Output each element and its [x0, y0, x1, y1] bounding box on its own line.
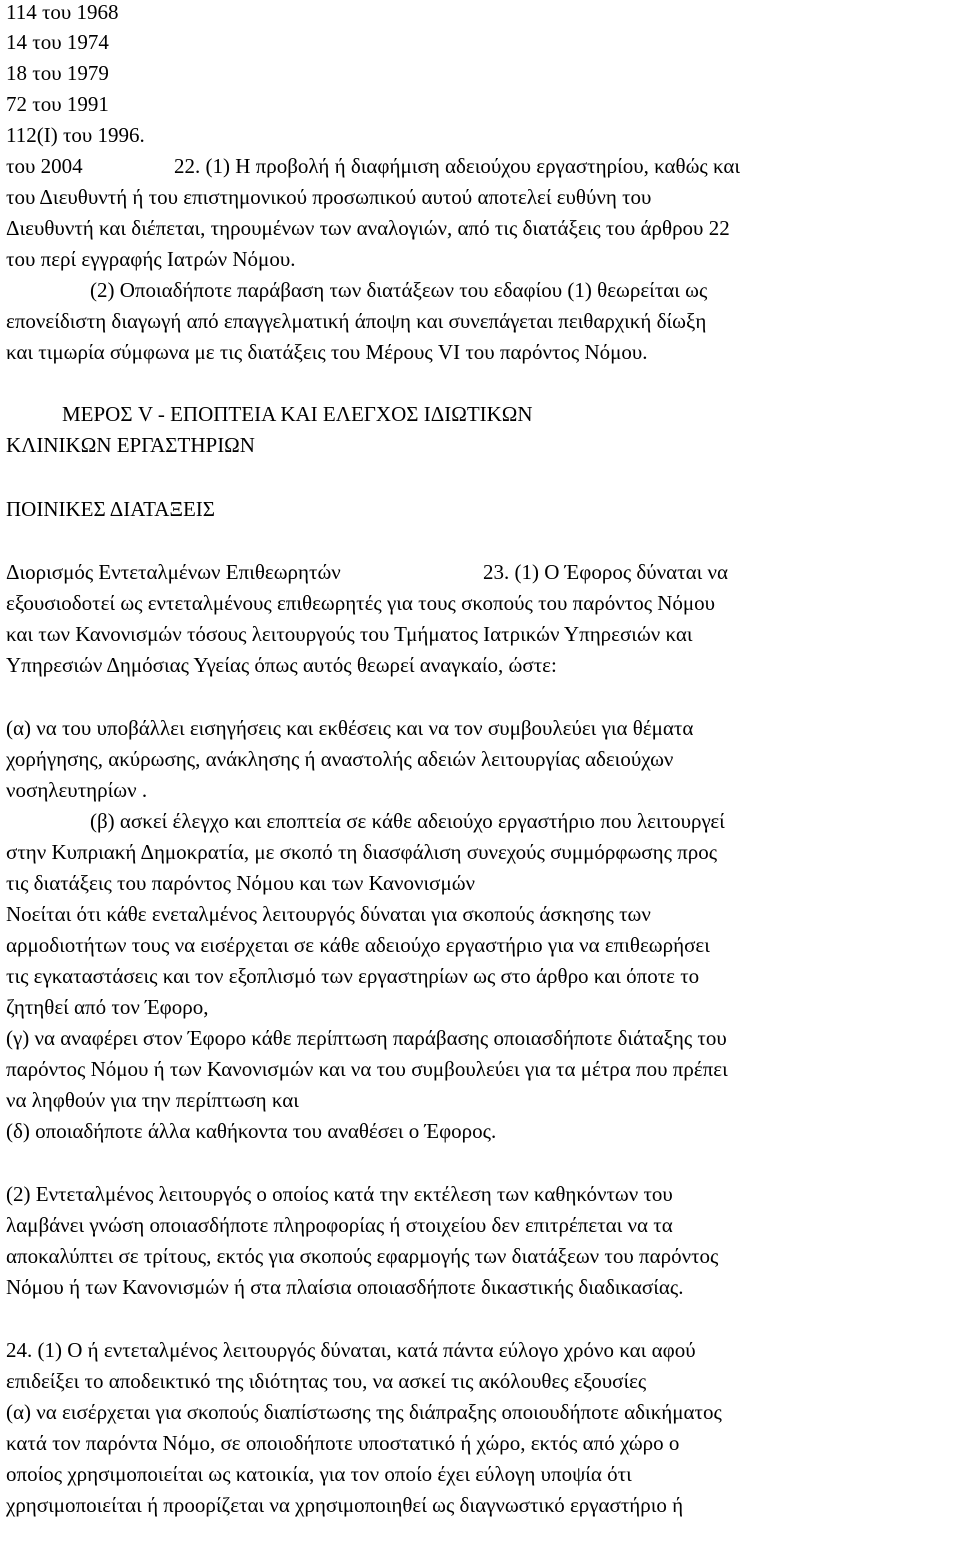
section-24-line-1: 24. (1) Ο ή εντεταλμένος λειτουργός δύναται, κατά πάντα εύλογο χρόνο και αφού — [6, 1338, 696, 1362]
section-22-line-3: Διευθυντή και διέπεται, τηρουμένων των αναλογιών, από τις διατάξεις του άρθρου 22 — [6, 216, 730, 240]
section-23-a-line-1: (α) να του υποβάλλει εισηγήσεις και εκθέσεις και να τον συμβουλεύει για θέματα — [6, 716, 694, 740]
section-22-p2-line-3: και τιμωρία σύμφωνα με τις διατάξεις του Μέρους VI του παρόντος Νόμου. — [6, 340, 648, 364]
section-23-c-line-3: να ληφθούν για την περίπτωση και — [6, 1088, 299, 1112]
section-23-line-1: 23. (1) Ο Έφορος δύναται να — [483, 560, 729, 584]
section-23-c-line-1: (γ) να αναφέρει στον Έφορο κάθε περίπτωση παράβασης οποιασδήποτε διάταξης του — [6, 1026, 727, 1050]
section-23-p2-line-2: λαμβάνει γνώση οποιασδήποτε πληροφορίας ή στοιχείου δεν επιτρέπεται να τα — [6, 1213, 673, 1237]
section-23-b-line-1: (β) ασκεί έλεγχο και εποπτεία σε κάθε αδειούχο εργαστήριο που λειτουργεί — [90, 809, 725, 833]
penal-heading: ΠΟΙΝΙΚΕΣ ΔΙΑΤΑΞΕΙΣ — [6, 497, 216, 521]
section-23-b-line-3: τις διατάξεις του παρόντος Νόμου και των Κανονισμών — [6, 871, 476, 895]
section-23-line-3: και των Κανονισμών τόσους λειτουργούς του Τμήματος Ιατρικών Υπηρεσιών και — [6, 622, 693, 646]
part-heading-line-2: ΚΛΙΝΙΚΩΝ ΕΡΓΑΣΤΗΡΙΩΝ — [6, 433, 255, 457]
section-22-line-4: του περί εγγραφής Ιατρών Νόμου. — [6, 247, 296, 271]
section-23-c-line-2: παρόντος Νόμου ή των Κανονισμών και να του συμβουλεύει για τα μέτρα που πρέπει — [6, 1057, 728, 1081]
section-23-proviso-line-2: αρμοδιοτήτων τους να εισέρχεται σε κάθε αδειούχο εργαστήριο για να επιθεωρήσει — [6, 933, 710, 957]
section-22-line-2: του Διευθυντή ή του επιστημονικού προσωπικού αυτού αποτελεί ευθύνη του — [6, 185, 652, 209]
margin-ref-2: 14 του 1974 — [6, 30, 109, 54]
section-22-line-1: 22. (1) Η προβολή ή διαφήμιση αδειούχου εργαστηρίου, καθώς και — [174, 154, 741, 178]
margin-ref-1: 114 του 1968 — [6, 0, 119, 24]
section-22-first-line — [6, 154, 741, 178]
margin-ref-5: 112(Ι) του 1996. — [6, 123, 145, 147]
section-22-p2-line-1: (2) Οποιαδήποτε παράβαση των διατάξεων του εδαφίου (1) θεωρείται ως — [90, 278, 708, 302]
section-24-a-line-4: χρησιμοποιείται ή προορίζεται να χρησιμοποιηθεί ως διαγνωστικό εργαστήριο ή — [6, 1493, 684, 1517]
section-23-proviso-line-1: Νοείται ότι κάθε ενεταλμένος λειτουργός δύναται για σκοπούς άσκησης των — [6, 902, 651, 926]
section-23-p2-line-3: αποκαλύπτει σε τρίτους, εκτός για σκοπούς εφαρμογής των διατάξεων του παρόντος — [6, 1244, 719, 1268]
section-23-proviso-line-4: ζητηθεί από τον Έφορο, — [6, 995, 209, 1019]
section-23-proviso-line-3: τις εγκαταστάσεις και τον εξοπλισμό των εργαστηρίων ως στο άρθρο και όποτε το — [6, 964, 700, 988]
section-24-a-line-2: κατά τον παρόντα Νόμο, σε οποιοδήποτε υποστατικό ή χώρο, εκτός από χώρο ο — [6, 1431, 680, 1455]
margin-ref-6: του 2004 — [6, 154, 83, 178]
section-23-b-line-2: στην Κυπριακή Δημοκρατία, με σκοπό τη διασφάλιση συνεχούς συμμόρφωσης προς — [6, 840, 718, 864]
margin-ref-4: 72 του 1991 — [6, 92, 109, 116]
section-23-line-2: εξουσιοδοτεί ως εντεταλμένους επιθεωρητές για τους σκοπούς του παρόντος Νόμου — [6, 591, 716, 615]
margin-ref-3: 18 του 1979 — [6, 61, 109, 85]
section-23-d-line-1: (δ) οποιαδήποτε άλλα καθήκοντα του αναθέσει ο Έφορος. — [6, 1119, 497, 1143]
section-24-a-line-3: οποίος χρησιμοποιείται ως κατοικία, για τον οποίο έχει εύλογη υποψία ότι — [6, 1462, 632, 1486]
section-23-a-line-3: νοσηλευτηρίων . — [6, 778, 148, 802]
part-heading-line-1: ΜΕΡΟΣ V - ΕΠΟΠΤΕΙΑ ΚΑΙ ΕΛΕΓΧΟΣ ΙΔΙΩΤΙΚΩΝ — [62, 402, 533, 426]
section-24-a-line-1: (α) να εισέρχεται για σκοπούς διαπίστωσης της διάπραξης οποιουδήποτε αδικήματος — [6, 1400, 722, 1424]
section-23-p2-line-4: Νόμου ή των Κανονισμών ή στα πλαίσια οποιασδήποτε δικαστικής διαδικασίας. — [6, 1275, 684, 1299]
section-22-p2-line-2: επονείδιστη διαγωγή από επαγγελματική άποψη και συνεπάγεται πειθαρχική δίωξη — [6, 309, 707, 333]
section-23-a-line-2: χορήγησης, ακύρωσης, ανάκλησης ή αναστολής αδειών λειτουργίας αδειούχων — [6, 747, 674, 771]
section-24-line-2: επιδείξει το αποδεικτικό της ιδιότητας του, να ασκεί τις ακόλουθες εξουσίες — [6, 1369, 647, 1393]
section-23-marginal-note: Διορισμός Εντεταλμένων Επιθεωρητών — [6, 560, 341, 584]
section-23-p2-line-1: (2) Εντεταλμένος λειτουργός ο οποίος κατά την εκτέλεση των καθηκόντων του — [6, 1182, 673, 1206]
section-23-line-4: Υπηρεσιών Δημόσιας Υγείας όπως αυτός θεωρεί αναγκαίο, ώστε: — [6, 653, 557, 677]
section-23-first-line — [6, 560, 729, 584]
